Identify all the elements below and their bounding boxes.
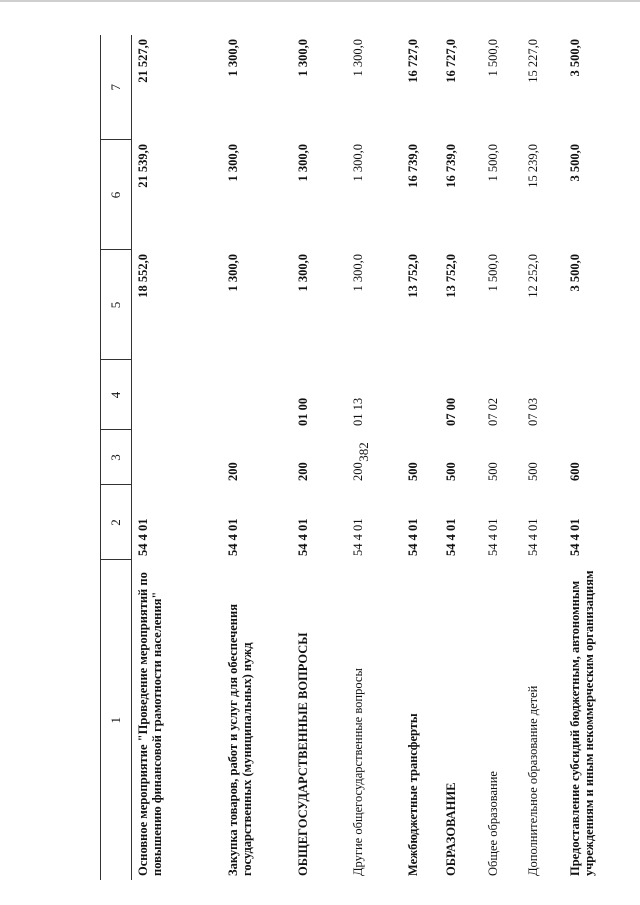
- row-value-5: 12 252,0: [525, 254, 540, 298]
- row-code: 54 4 01: [485, 518, 500, 556]
- table-row: [222, 35, 292, 880]
- header-col-1: 1: [101, 560, 132, 880]
- row-type: 500: [485, 462, 500, 481]
- table-row: [402, 35, 440, 880]
- row-value-6: 15 239,0: [525, 144, 540, 188]
- table-row: [564, 35, 634, 880]
- table-row: [482, 35, 522, 880]
- row-section: [132, 360, 222, 430]
- row-name: Межбюджетные трансферты: [405, 713, 420, 876]
- row-type: 200: [295, 462, 310, 481]
- row-type: 500: [443, 462, 458, 481]
- row-value-7: 1 300,0: [295, 39, 310, 77]
- page-number: 382: [356, 442, 371, 462]
- table-row: [522, 35, 564, 880]
- row-value-5: 1 500,0: [485, 254, 500, 292]
- header-col-2: 2: [101, 485, 132, 560]
- row-value-7: 1 300,0: [350, 39, 365, 77]
- row-name: Предоставление субсидий бюджетным, автономным учреждениям и иным некоммерческим организациям: [567, 570, 596, 876]
- row-section: 01 00: [295, 397, 310, 426]
- row-value-7: 1 300,0: [225, 39, 240, 77]
- row-value-6: 1 300,0: [225, 144, 240, 182]
- row-value-6: 3 500,0: [567, 144, 582, 182]
- row-value-7: 16 727,0: [405, 39, 420, 83]
- row-code: 54 4 01: [443, 518, 458, 556]
- row-type: 200: [350, 462, 365, 481]
- row-type: [132, 430, 222, 485]
- row-value-7: 16 727,0: [443, 39, 458, 83]
- row-value-6: 21 539,0: [136, 144, 150, 188]
- row-value-5: 18 552,0: [136, 254, 150, 298]
- table-row: [292, 35, 347, 880]
- row-name: Основное мероприятие "Проведение мероприятий по повышению финансовой грамотности населения": [136, 572, 164, 876]
- row-section: [402, 360, 440, 430]
- row-code: 54 4 01: [225, 518, 240, 556]
- row-value-5: 13 752,0: [443, 254, 458, 298]
- table-row: [132, 35, 222, 880]
- rotated-table-container: [100, 35, 596, 880]
- row-value-5: 1 300,0: [350, 254, 365, 292]
- row-name: Дополнительное образование детей: [525, 685, 540, 876]
- row-section: [222, 360, 292, 430]
- row-type: 600: [567, 462, 582, 481]
- row-type: 500: [405, 462, 420, 481]
- row-code: 54 4 01: [525, 518, 540, 556]
- table-header-row: [101, 35, 132, 880]
- row-value-7: 3 500,0: [567, 39, 582, 77]
- row-value-5: 3 500,0: [567, 254, 582, 292]
- row-value-5: 13 752,0: [405, 254, 420, 298]
- header-col-6: 6: [101, 140, 132, 250]
- header-col-5: 5: [101, 250, 132, 360]
- row-value-6: 1 500,0: [485, 144, 500, 182]
- row-type: 200: [225, 462, 240, 481]
- row-value-7: 1 500,0: [485, 39, 500, 77]
- row-section: [564, 360, 634, 430]
- row-name: Закупка товаров, работ и услуг для обеспечения государственных (муниципальных) нужд: [225, 604, 254, 876]
- row-section: 01 13: [350, 397, 365, 426]
- row-value-7: 21 527,0: [136, 39, 150, 83]
- header-col-4: 4: [101, 360, 132, 430]
- header-col-7: 7: [101, 35, 132, 140]
- header-col-3: 3: [101, 430, 132, 485]
- row-name: Общее образование: [485, 771, 500, 876]
- row-value-6: 16 739,0: [443, 144, 458, 188]
- row-value-6: 1 300,0: [350, 144, 365, 182]
- table-body: [132, 35, 634, 880]
- budget-table: [100, 35, 634, 880]
- row-code: 54 4 01: [136, 518, 150, 556]
- table-row: [347, 35, 402, 880]
- row-value-5: 1 300,0: [225, 254, 240, 292]
- row-value-7: 15 227,0: [525, 39, 540, 83]
- row-section: 07 02: [485, 397, 500, 426]
- row-name: Другие общегосударственные вопросы: [350, 668, 365, 876]
- row-code: 54 4 01: [567, 518, 582, 556]
- row-name: ОБЩЕГОСУДАРСТВЕННЫЕ ВОПРОСЫ: [295, 632, 310, 876]
- row-code: 54 4 01: [350, 518, 365, 556]
- row-section: 07 03: [525, 397, 540, 426]
- row-type: 500: [525, 462, 540, 481]
- row-code: 54 4 01: [405, 518, 420, 556]
- row-code: 54 4 01: [295, 518, 310, 556]
- row-value-6: 1 300,0: [295, 144, 310, 182]
- row-name: ОБРАЗОВАНИЕ: [443, 782, 458, 876]
- table-row: [440, 35, 482, 880]
- row-value-5: 1 300,0: [295, 254, 310, 292]
- row-section: 07 00: [443, 397, 458, 426]
- row-value-6: 16 739,0: [405, 144, 420, 188]
